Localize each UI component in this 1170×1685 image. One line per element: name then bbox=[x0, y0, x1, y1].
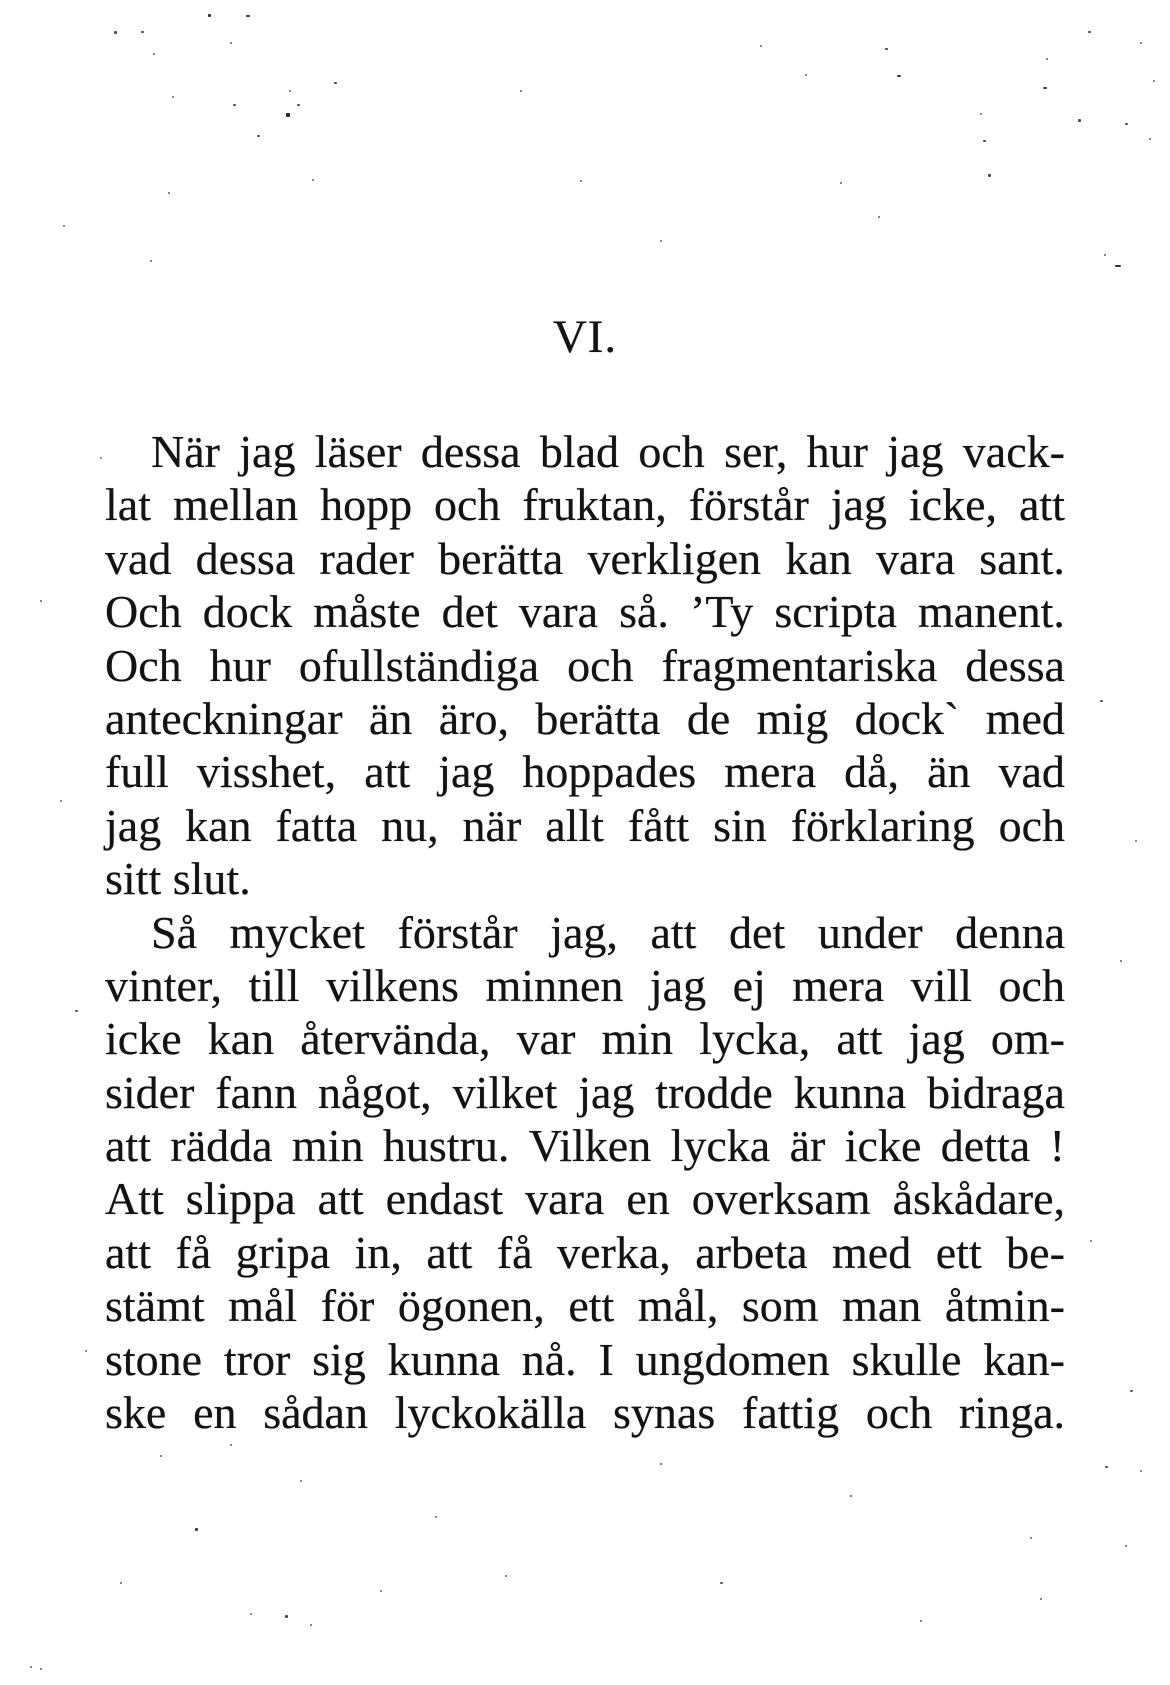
word: ett bbox=[568, 1280, 615, 1332]
scan-speck bbox=[153, 53, 155, 55]
word: dessa bbox=[420, 426, 521, 477]
scan-speck bbox=[285, 1615, 288, 1618]
word: ’Ty bbox=[690, 586, 754, 638]
scan-speck bbox=[1105, 1466, 1108, 1468]
word: ! bbox=[1049, 1120, 1065, 1172]
word: berätta bbox=[535, 692, 661, 744]
word: vill bbox=[910, 959, 973, 1011]
scan-speck bbox=[297, 104, 300, 106]
word: när bbox=[462, 799, 522, 851]
word: allt bbox=[545, 799, 604, 851]
text-line bbox=[105, 478, 1065, 531]
word: fann bbox=[215, 1066, 298, 1118]
word: måste bbox=[313, 586, 421, 638]
scan-speck bbox=[208, 14, 211, 17]
scan-speck bbox=[100, 457, 102, 459]
word: och bbox=[567, 639, 634, 691]
scan-speck bbox=[150, 260, 152, 262]
scan-speck bbox=[1120, 960, 1122, 962]
word: vara bbox=[875, 532, 956, 584]
scan-speck bbox=[40, 1668, 42, 1670]
text-line bbox=[105, 1386, 1065, 1439]
word: mig bbox=[756, 692, 829, 744]
word: de bbox=[686, 692, 731, 744]
word: jag bbox=[105, 799, 162, 851]
word: vilket bbox=[452, 1066, 558, 1118]
word: att bbox=[317, 1173, 364, 1225]
scan-speck bbox=[920, 1620, 922, 1622]
word: manent. bbox=[918, 586, 1065, 638]
word: trodde bbox=[655, 1066, 773, 1118]
text-line bbox=[105, 585, 1065, 638]
word: scripta bbox=[774, 586, 897, 638]
scan-speck bbox=[1140, 1470, 1142, 1472]
scan-speck bbox=[1115, 265, 1121, 267]
word: endast bbox=[385, 1173, 504, 1225]
word: under bbox=[817, 906, 923, 958]
word: sant. bbox=[979, 532, 1065, 584]
word: icke, bbox=[908, 479, 997, 531]
word: full bbox=[105, 746, 169, 798]
word: om- bbox=[990, 1013, 1065, 1065]
word: och bbox=[998, 959, 1065, 1011]
word: ej bbox=[732, 959, 766, 1011]
word: sig bbox=[312, 1333, 366, 1385]
word: återvända, bbox=[300, 1013, 491, 1065]
word: lat bbox=[105, 479, 151, 531]
word: I bbox=[598, 1333, 614, 1385]
text-line bbox=[105, 959, 1065, 1012]
word: så. bbox=[619, 586, 669, 638]
scan-speck bbox=[1090, 1240, 1092, 1242]
scan-speck bbox=[1125, 1545, 1127, 1547]
text-line bbox=[105, 1012, 1065, 1065]
word: och bbox=[865, 1387, 933, 1439]
word: kan- bbox=[983, 1333, 1065, 1385]
word: Att bbox=[105, 1173, 164, 1225]
word: kan bbox=[785, 532, 852, 584]
word: blad bbox=[539, 426, 620, 477]
word: synas bbox=[613, 1387, 716, 1439]
word: fragmentariska bbox=[661, 639, 938, 691]
scan-speck bbox=[233, 104, 236, 106]
word: är bbox=[789, 1120, 826, 1172]
word: min bbox=[601, 1013, 674, 1065]
scan-speck bbox=[257, 135, 260, 137]
text-line bbox=[105, 1066, 1065, 1119]
word: dessa bbox=[965, 639, 1065, 691]
scan-speck bbox=[63, 225, 65, 227]
scan-speck bbox=[435, 1516, 437, 1518]
text-line bbox=[105, 1333, 1065, 1386]
word: jag, bbox=[550, 906, 618, 958]
word: hustru. bbox=[382, 1120, 510, 1172]
scan-speck bbox=[160, 1455, 162, 1457]
word: sådan bbox=[263, 1387, 368, 1439]
text-line bbox=[105, 425, 1065, 478]
word: få bbox=[496, 1226, 533, 1278]
scan-speck bbox=[1104, 254, 1106, 256]
word: ofullständiga bbox=[298, 639, 540, 691]
word: att bbox=[364, 746, 411, 798]
word: ringa. bbox=[958, 1387, 1065, 1439]
scan-speck bbox=[1088, 31, 1091, 33]
word: att bbox=[426, 1226, 473, 1278]
word: verkligen bbox=[587, 532, 762, 584]
word: ske bbox=[105, 1387, 167, 1439]
word: Och bbox=[105, 639, 182, 691]
scan-speck bbox=[983, 140, 986, 142]
word: skulle bbox=[851, 1333, 962, 1385]
word: ser, bbox=[724, 426, 788, 477]
scan-speck bbox=[1130, 1390, 1133, 1392]
word: slippa bbox=[185, 1173, 296, 1225]
word: fått bbox=[627, 799, 690, 851]
word: tror bbox=[223, 1333, 291, 1385]
word: ögonen, bbox=[397, 1280, 545, 1332]
word: När bbox=[151, 426, 220, 477]
word: lycka bbox=[670, 1120, 771, 1172]
word: fatta bbox=[275, 799, 358, 851]
text-line bbox=[105, 692, 1065, 745]
word: att bbox=[1018, 479, 1065, 531]
word: vara bbox=[518, 586, 599, 638]
word: bidraga bbox=[927, 1066, 1065, 1118]
scan-speck bbox=[230, 1444, 232, 1446]
text-line bbox=[105, 1279, 1065, 1332]
word: rader bbox=[319, 532, 414, 584]
scan-speck bbox=[141, 31, 144, 33]
word: hur bbox=[209, 639, 271, 691]
word: jag bbox=[908, 1013, 965, 1065]
word: man bbox=[842, 1280, 922, 1332]
text-line bbox=[105, 639, 1065, 692]
word: mellan bbox=[172, 479, 299, 531]
word: åtmin- bbox=[944, 1280, 1065, 1332]
word: sin bbox=[713, 799, 767, 851]
word: äro, bbox=[438, 692, 509, 744]
word: detta bbox=[940, 1120, 1031, 1172]
word: för bbox=[320, 1280, 375, 1332]
word: berätta bbox=[438, 532, 564, 584]
word: ungdomen bbox=[635, 1333, 830, 1385]
word: jag bbox=[239, 426, 296, 477]
scan-speck bbox=[380, 1590, 382, 1592]
scan-speck bbox=[75, 1010, 78, 1012]
word: som bbox=[741, 1280, 819, 1332]
word: stone bbox=[105, 1333, 203, 1385]
scan-speck bbox=[230, 42, 232, 44]
word: arbeta bbox=[695, 1226, 808, 1278]
text-line bbox=[105, 532, 1065, 585]
scan-speck bbox=[246, 15, 250, 17]
word: sider bbox=[105, 1066, 195, 1118]
scan-speck bbox=[120, 1582, 122, 1584]
word: vad bbox=[105, 532, 172, 584]
word: vad bbox=[998, 746, 1065, 798]
word: dock bbox=[202, 586, 293, 638]
scan-speck bbox=[40, 600, 42, 602]
scan-speck bbox=[580, 180, 582, 182]
word: hopp bbox=[320, 479, 413, 531]
scan-speck bbox=[30, 1666, 32, 1668]
word: mål, bbox=[637, 1280, 719, 1332]
word: overksam bbox=[691, 1173, 871, 1225]
text-line bbox=[105, 745, 1065, 798]
word: att bbox=[105, 1226, 151, 1278]
word: gripa bbox=[235, 1226, 331, 1278]
word: en bbox=[626, 1173, 670, 1225]
scan-speck bbox=[114, 31, 117, 34]
word: Så bbox=[151, 906, 197, 958]
word: få bbox=[175, 1226, 212, 1278]
scan-speck bbox=[897, 75, 901, 77]
scan-speck bbox=[878, 216, 880, 218]
scan-speck bbox=[1043, 87, 1047, 89]
scan-speck bbox=[300, 1480, 302, 1482]
word: rädda bbox=[170, 1120, 273, 1172]
word: lycka, bbox=[699, 1013, 811, 1065]
scan-speck bbox=[505, 1575, 507, 1577]
word: jag bbox=[887, 426, 944, 477]
word: att bbox=[105, 1120, 151, 1172]
scan-speck bbox=[988, 174, 991, 177]
scan-speck bbox=[660, 1463, 662, 1465]
word: kunna bbox=[387, 1333, 500, 1385]
word: vilkens bbox=[326, 959, 459, 1011]
word: jag bbox=[649, 959, 707, 1011]
scan-speck bbox=[172, 96, 174, 98]
scan-speck bbox=[720, 1582, 723, 1584]
scan-speck bbox=[60, 800, 62, 802]
word: mera bbox=[792, 959, 885, 1011]
word: kunna bbox=[793, 1066, 907, 1118]
word: än bbox=[927, 746, 971, 798]
word: verka, bbox=[557, 1226, 671, 1278]
scan-speck bbox=[286, 113, 290, 117]
scan-speck bbox=[1125, 123, 1128, 125]
word: med bbox=[832, 1226, 912, 1278]
text-block bbox=[105, 425, 1065, 1439]
word: mera bbox=[724, 746, 817, 798]
word: vinter, bbox=[105, 959, 222, 1011]
word: att bbox=[836, 1013, 883, 1065]
word: jag bbox=[578, 1066, 635, 1118]
word: nå. bbox=[521, 1333, 577, 1385]
word: med bbox=[985, 692, 1065, 744]
word: hur bbox=[806, 426, 868, 477]
word: förstår bbox=[688, 479, 809, 531]
scan-speck bbox=[1135, 840, 1137, 842]
word: min bbox=[291, 1120, 364, 1172]
scan-speck bbox=[312, 179, 314, 181]
scan-speck bbox=[1030, 1537, 1032, 1539]
word: hoppades bbox=[522, 746, 697, 798]
word: ett bbox=[935, 1226, 982, 1278]
word: denna bbox=[955, 906, 1065, 958]
scan-speck bbox=[885, 48, 888, 50]
word: det bbox=[729, 906, 786, 958]
scan-speck bbox=[805, 74, 807, 76]
word: icke bbox=[105, 1013, 182, 1065]
word: var bbox=[516, 1013, 576, 1065]
scan-speck bbox=[760, 45, 762, 47]
word: fruktan, bbox=[522, 479, 667, 531]
text-line bbox=[105, 1226, 1065, 1279]
scan-speck bbox=[168, 192, 170, 194]
word: lyckokälla bbox=[394, 1387, 587, 1439]
word: in, bbox=[354, 1226, 402, 1278]
word: Och bbox=[105, 586, 182, 638]
scan-speck bbox=[1149, 138, 1151, 140]
paragraph bbox=[105, 906, 1065, 1440]
word: och bbox=[998, 799, 1065, 851]
word: kan bbox=[207, 1013, 275, 1065]
scan-speck bbox=[660, 240, 662, 242]
scan-speck bbox=[980, 113, 982, 115]
scan-speck bbox=[1140, 42, 1142, 44]
word: och bbox=[638, 426, 705, 477]
scan-speck bbox=[334, 82, 337, 84]
word: läser bbox=[314, 426, 402, 477]
word: åskådare, bbox=[892, 1173, 1065, 1225]
word: vack- bbox=[962, 426, 1065, 477]
word: förklaring bbox=[790, 799, 975, 851]
word: det bbox=[441, 586, 498, 638]
scan-speck bbox=[1040, 1598, 1042, 1600]
word: än bbox=[368, 692, 413, 744]
scan-speck bbox=[289, 90, 291, 92]
word: dessa bbox=[195, 532, 296, 584]
word: förstår bbox=[397, 906, 518, 958]
chapter-heading: VI. bbox=[552, 311, 618, 363]
scan-speck bbox=[1100, 700, 1103, 702]
scan-speck bbox=[1078, 119, 1081, 122]
word: nu, bbox=[381, 799, 439, 851]
word: mål bbox=[228, 1280, 298, 1332]
scan-speck bbox=[850, 1495, 852, 1497]
paragraph bbox=[105, 425, 1065, 906]
text-line bbox=[105, 1119, 1065, 1172]
word: visshet, bbox=[196, 746, 337, 798]
scan-speck bbox=[840, 182, 842, 184]
word: kan bbox=[185, 799, 252, 851]
word: Vilken bbox=[528, 1120, 652, 1172]
text-line bbox=[105, 906, 1065, 959]
scan-speck bbox=[520, 90, 522, 92]
word: anteckningar bbox=[105, 692, 343, 744]
word: jag bbox=[438, 746, 495, 798]
word: till bbox=[248, 959, 300, 1011]
word: då, bbox=[844, 746, 900, 798]
scan-speck bbox=[85, 1350, 87, 1352]
word: fattig bbox=[742, 1387, 840, 1439]
word: en bbox=[193, 1387, 237, 1439]
scan-speck bbox=[1046, 58, 1048, 60]
word: att bbox=[650, 906, 697, 958]
word: och bbox=[434, 479, 501, 531]
scan-speck bbox=[195, 1528, 198, 1531]
text-line bbox=[105, 799, 1065, 852]
scan-speck bbox=[1153, 80, 1155, 82]
word: dock` bbox=[854, 692, 960, 744]
scan-speck bbox=[310, 1624, 312, 1626]
word: icke bbox=[844, 1120, 922, 1172]
word: mycket bbox=[229, 906, 365, 958]
word: jag bbox=[830, 479, 887, 531]
word: be- bbox=[1006, 1226, 1065, 1278]
scan-speck bbox=[250, 1613, 252, 1615]
word: något, bbox=[317, 1066, 432, 1118]
word: stämt bbox=[105, 1280, 205, 1332]
text-line: sitt slut. bbox=[105, 853, 251, 905]
word: minnen bbox=[485, 959, 624, 1011]
text-line bbox=[105, 1172, 1065, 1225]
word: vara bbox=[525, 1173, 605, 1225]
